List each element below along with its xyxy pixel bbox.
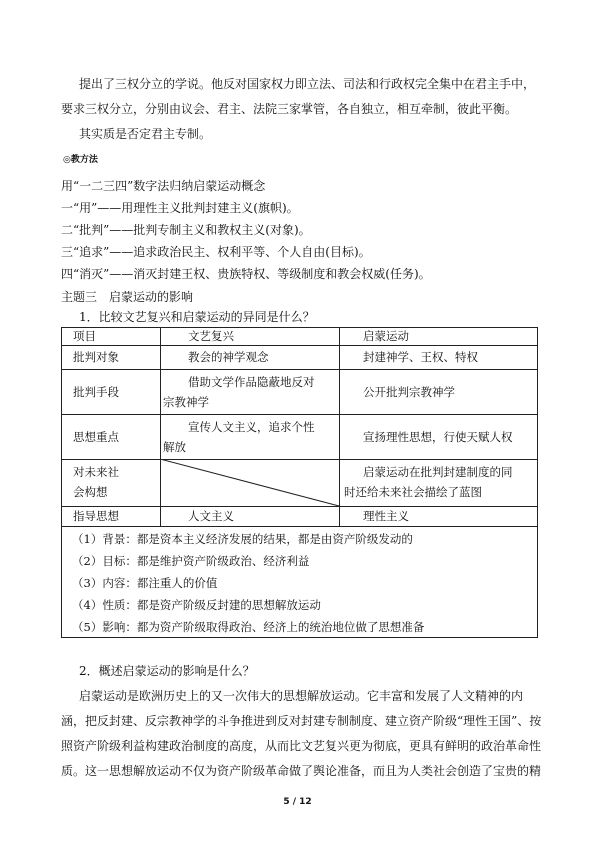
table-cell-renaissance: 教会的神学观念 xyxy=(188,350,269,364)
table-cell-item: 会构想 xyxy=(73,485,108,499)
page-number: 5 / 12 xyxy=(283,797,312,807)
q2-paragraph-line: 启蒙运动是欧洲历史上的又一次伟大的思想解放运动。它丰富和发展了人文精神的内 xyxy=(79,689,524,703)
summary-line: （1）背景：都是资本主义经济发展的结果，都是由资产阶级发动的 xyxy=(72,532,413,546)
table-cell-renaissance: 借助文学作品隐蔽地反对 xyxy=(188,375,315,389)
table-cell-enlightenment: 时还给未来社会描绘了蓝图 xyxy=(344,485,482,499)
method-item: 一“用”——用理性主义批判封建主义(旗帜)。 xyxy=(61,201,299,215)
table-cell-renaissance: 宗教神学 xyxy=(163,395,209,409)
table-cell-enlightenment: 理性主义 xyxy=(363,509,409,523)
table-cell-renaissance: 宣传人文主义，追求个性 xyxy=(188,420,315,434)
method-item: 二“批判”——批判专制主义和教权主义(对象)。 xyxy=(61,223,311,237)
method-item: 四“消灭”——消灭封建王权、贵族特权、等级制度和教会权威(任务)。 xyxy=(61,267,431,281)
summary-line: （5）影响：都为资产阶级取得政治、经济上的统治地位做了思想准备 xyxy=(72,620,425,634)
comparison-table xyxy=(61,327,538,527)
topic-heading: 主题三 启蒙运动的影响 xyxy=(61,290,194,304)
table-header-renaissance: 文艺复兴 xyxy=(188,329,234,343)
intro-line-2: 要求三权分立，分别由议会、君主、法院三家掌管，各自独立，相互牵制，彼此平衡。 xyxy=(61,102,518,116)
summary-line: （2）目标：都是维护资产阶级政治、经济利益 xyxy=(72,554,310,568)
question-1: 1．比较文艺复兴和启蒙运动的异同是什么？ xyxy=(79,310,315,324)
method-item: 三“追求”——追求政治民主、权利平等、个人自由(目标)。 xyxy=(61,245,371,259)
table-cell-enlightenment: 启蒙运动在批判封建制度的同 xyxy=(363,465,513,479)
table-cell-item: 批判对象 xyxy=(73,350,119,364)
intro-line-1: 提出了三权分立的学说。他反对国家权力即立法、司法和行政权完全集中在君主手中， xyxy=(79,77,536,91)
table-cell-enlightenment: 封建神学、王权、特权 xyxy=(363,350,478,364)
empty-cell-diagonal xyxy=(160,459,340,507)
q2-paragraph-line: 涵，把反封建、反宗教神学的斗争推进到反对封建专制制度、建立资产阶级“理性王国”、按 xyxy=(61,714,542,728)
table-header-enlightenment: 启蒙运动 xyxy=(363,329,409,343)
table-cell-item: 指导思想 xyxy=(73,509,119,523)
method-title: 用“一二三四”数字法归纳启蒙运动概念 xyxy=(61,179,266,193)
table-cell-renaissance: 解放 xyxy=(163,440,186,454)
summary-line: （4）性质：都是资产阶级反封建的思想解放运动 xyxy=(72,598,321,612)
table-cell-item: 对未来社 xyxy=(73,465,119,479)
method-heading: ◎教方法 xyxy=(63,155,98,165)
table-cell-item: 思想重点 xyxy=(73,430,119,444)
table-cell-enlightenment: 公开批判宗教神学 xyxy=(363,385,455,399)
question-2: 2．概述启蒙运动的影响是什么？ xyxy=(79,664,255,678)
summary-line: （3）内容：都注重人的价值 xyxy=(72,576,218,590)
table-header-item: 项目 xyxy=(73,329,96,343)
table-cell-item: 批判手段 xyxy=(73,385,119,399)
intro-line-3: 其实质是否定君主专制。 xyxy=(79,127,212,141)
comparison-summary xyxy=(61,527,538,638)
table-cell-renaissance: 人文主义 xyxy=(188,509,234,523)
q2-paragraph-line: 质。这一思想解放运动不仅为资产阶级革命做了舆论准备，而且为人类社会创造了宝贵的精 xyxy=(61,764,542,778)
table-cell-enlightenment: 宣扬理性思想，行使天赋人权 xyxy=(363,430,513,444)
q2-paragraph-line: 照资产阶级利益构建政治制度的高度，从而比文艺复兴更为彻底，更具有鲜明的政治革命性 xyxy=(61,739,542,753)
